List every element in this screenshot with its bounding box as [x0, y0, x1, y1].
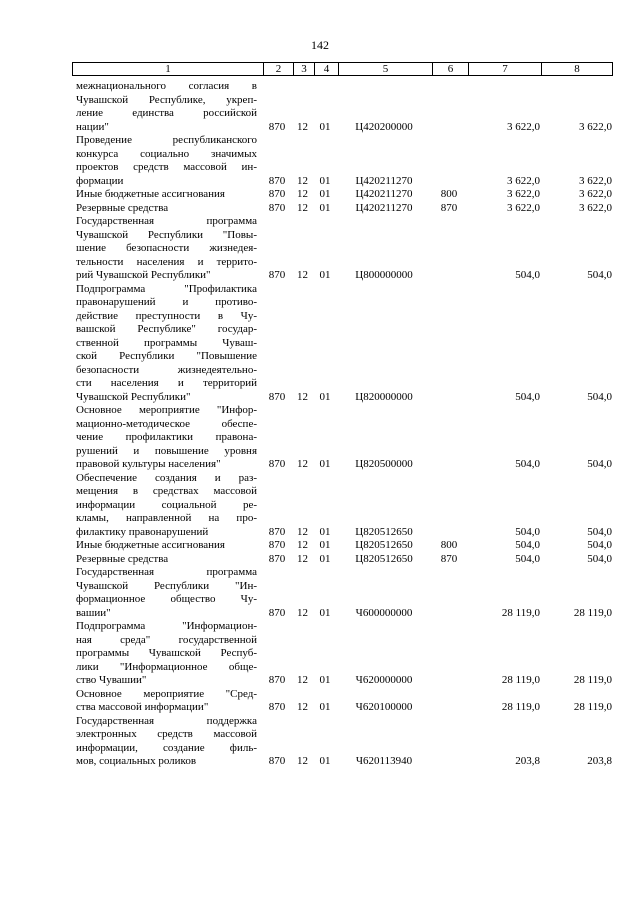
- description-line: мационно-методическое обеспе-: [76, 417, 257, 430]
- cell-col-8: 3 622,0: [579, 120, 612, 133]
- page-number: 142: [311, 38, 329, 52]
- cell-col-5: Ц820512650: [355, 525, 413, 538]
- row-description: [76, 566, 257, 620]
- description-line: Основное мероприятие "Сред-: [76, 687, 257, 700]
- header-col-4: 4: [314, 63, 338, 75]
- cell-col-8: 203,8: [587, 755, 612, 767]
- cell-col-2: 870: [268, 174, 286, 187]
- cell-col-8: 504,0: [587, 552, 612, 565]
- description-line: действие преступности в Чу-: [76, 309, 257, 322]
- cell-col-4: 01: [319, 458, 331, 470]
- description-line: формации: [76, 174, 124, 187]
- cell-col-4: 01: [319, 525, 331, 538]
- description-line: Основное мероприятие "Инфор-: [76, 404, 257, 416]
- description-line: ство Чувашии": [76, 674, 147, 686]
- cell-col-5: Ч620100000: [355, 701, 413, 713]
- cell-col-8: 28 119,0: [573, 606, 612, 619]
- row-description: [76, 715, 257, 769]
- description-line: Иные бюджетные ассигнования: [76, 188, 225, 200]
- row-description: [76, 539, 257, 553]
- cell-col-7: 504,0: [515, 269, 540, 281]
- cell-col-3: 12: [297, 525, 308, 538]
- cell-col-7: 504,0: [515, 390, 540, 403]
- description-line: вашии": [76, 606, 111, 619]
- cell-col-7: 3 622,0: [507, 188, 540, 200]
- cell-col-5: Ч620113940: [355, 755, 413, 767]
- cell-col-7: 3 622,0: [507, 174, 540, 187]
- cell-col-4: 01: [319, 539, 331, 551]
- row-description: [76, 553, 257, 567]
- cell-col-6: 800: [440, 539, 458, 551]
- description-line: информации социальной ре-: [76, 498, 257, 511]
- header-col-3: 3: [293, 63, 314, 75]
- description-line: Обеспечение создания и раз-: [76, 471, 257, 484]
- description-line: чение профилактики правона-: [76, 431, 257, 443]
- row-description: [76, 202, 257, 216]
- cell-col-2: 870: [268, 390, 286, 403]
- row-description: [76, 215, 257, 283]
- description-line: филактику правонарушений: [76, 525, 209, 538]
- table-row: [0, 188, 640, 202]
- cell-col-3: 12: [297, 674, 308, 686]
- description-line: межнационального согласия в: [76, 80, 257, 92]
- description-line: ственной программы Чуваш-: [76, 336, 257, 349]
- description-line: ской Республики "Повышение: [76, 350, 257, 362]
- table-row: [0, 283, 640, 405]
- description-line: электронных средств массовой: [76, 728, 257, 740]
- cell-col-2: 870: [268, 201, 286, 214]
- cell-col-4: 01: [319, 755, 331, 767]
- cell-col-8: 3 622,0: [579, 174, 612, 187]
- cell-col-8: 28 119,0: [573, 674, 612, 686]
- cell-col-8: 504,0: [587, 269, 612, 281]
- description-line: вашской Республике" государ-: [76, 323, 257, 335]
- description-line: Резервные средства: [76, 201, 169, 214]
- cell-col-4: 01: [319, 269, 331, 281]
- table-row: [0, 404, 640, 472]
- description-line: Подпрограмма "Информацион-: [76, 620, 257, 632]
- cell-col-7: 28 119,0: [501, 606, 540, 619]
- description-line: Чувашской Республики "Повы-: [76, 228, 257, 241]
- description-line: рушений и повышение уровня: [76, 444, 257, 457]
- header-col-1: 1: [165, 63, 171, 75]
- cell-col-7: 504,0: [515, 458, 540, 470]
- row-description: [76, 283, 257, 405]
- cell-col-7: 3 622,0: [507, 201, 540, 214]
- cell-col-5: Ц420211270: [355, 188, 413, 200]
- cell-col-3: 12: [297, 552, 308, 565]
- cell-col-2: 870: [268, 120, 286, 133]
- description-line: ства массовой информации": [76, 701, 209, 713]
- row-description: [76, 472, 257, 540]
- cell-col-7: 3 622,0: [507, 120, 540, 133]
- cell-col-4: 01: [319, 606, 331, 619]
- cell-col-4: 01: [319, 552, 331, 565]
- cell-col-5: Ц820512650: [355, 539, 413, 551]
- cell-col-3: 12: [297, 120, 308, 133]
- cell-col-8: 28 119,0: [573, 701, 612, 713]
- cell-col-4: 01: [319, 674, 331, 686]
- table-row: [0, 80, 640, 134]
- cell-col-2: 870: [268, 606, 286, 619]
- cell-col-2: 870: [268, 674, 286, 686]
- row-description: [76, 404, 257, 472]
- description-line: мов, социальных роликов: [76, 755, 197, 767]
- cell-col-5: Ц800000000: [355, 269, 413, 281]
- description-line: Государственная поддержка: [76, 714, 257, 727]
- header-col-5: 5: [338, 63, 432, 75]
- cell-col-8: 3 622,0: [579, 201, 612, 214]
- description-line: нации": [76, 120, 109, 133]
- table-row: [0, 688, 640, 715]
- table-header-row: [72, 62, 613, 76]
- cell-col-3: 12: [297, 188, 308, 200]
- description-line: ление единства российской: [76, 107, 257, 119]
- row-description: [76, 134, 257, 188]
- header-col-6: 6: [432, 63, 468, 75]
- cell-col-4: 01: [319, 201, 331, 214]
- table-row: [0, 715, 640, 769]
- cell-col-3: 12: [297, 701, 308, 713]
- description-line: тельности населения и террито-: [76, 255, 257, 268]
- description-line: Чувашской Республики": [76, 390, 191, 403]
- header-col-2: 2: [263, 63, 293, 75]
- row-description: [76, 188, 257, 202]
- cell-col-8: 504,0: [587, 539, 612, 551]
- description-line: мещения в средствах массовой: [76, 485, 257, 497]
- cell-col-4: 01: [319, 701, 331, 713]
- description-line: кламы, направленной на про-: [76, 512, 257, 524]
- table-row: [0, 202, 640, 216]
- cell-col-4: 01: [319, 174, 331, 187]
- cell-col-2: 870: [268, 701, 286, 713]
- description-line: Чувашской Республике, укреп-: [76, 93, 257, 106]
- table-row: [0, 620, 640, 688]
- cell-col-7: 28 119,0: [501, 701, 540, 713]
- cell-col-6: 870: [440, 552, 458, 565]
- cell-col-5: Ц420211270: [355, 201, 413, 214]
- cell-col-8: 504,0: [587, 458, 612, 470]
- cell-col-3: 12: [297, 390, 308, 403]
- cell-col-5: Ч600000000: [355, 606, 413, 619]
- description-line: Проведение республиканского: [76, 134, 257, 146]
- description-line: безопасности жизнедеятельно-: [76, 363, 257, 376]
- table-row: [0, 472, 640, 540]
- cell-col-2: 870: [268, 269, 286, 281]
- description-line: Подпрограмма "Профилактика: [76, 282, 257, 295]
- cell-col-2: 870: [268, 755, 286, 767]
- cell-col-3: 12: [297, 755, 308, 767]
- cell-col-8: 504,0: [587, 525, 612, 538]
- cell-col-2: 870: [268, 539, 286, 551]
- description-line: формационное общество Чу-: [76, 593, 257, 605]
- description-line: информации, создание филь-: [76, 741, 257, 754]
- cell-col-7: 504,0: [515, 552, 540, 565]
- row-description: [76, 80, 257, 134]
- cell-col-7: 504,0: [515, 525, 540, 538]
- description-line: рий Чувашской Республики": [76, 269, 211, 281]
- description-line: Иные бюджетные ассигнования: [76, 539, 225, 551]
- cell-col-3: 12: [297, 174, 308, 187]
- cell-col-8: 3 622,0: [579, 188, 612, 200]
- cell-col-3: 12: [297, 539, 308, 551]
- cell-col-4: 01: [319, 390, 331, 403]
- description-line: программы Чувашской Респуб-: [76, 647, 257, 659]
- cell-col-3: 12: [297, 269, 308, 281]
- cell-col-5: Ц820512650: [355, 552, 413, 565]
- cell-col-8: 504,0: [587, 390, 612, 403]
- header-col-8: 8: [541, 63, 612, 75]
- cell-col-7: 203,8: [515, 755, 540, 767]
- description-line: Государственная программа: [76, 566, 257, 578]
- description-line: правовой культуры населения": [76, 458, 221, 470]
- header-col-7: 7: [468, 63, 541, 75]
- cell-col-5: Ц820500000: [355, 458, 413, 470]
- cell-col-2: 870: [268, 458, 286, 470]
- description-line: сти населения и территорий: [76, 377, 257, 389]
- description-line: ная среда" государственной: [76, 633, 257, 646]
- table-row: [0, 566, 640, 620]
- cell-col-6: 800: [440, 188, 458, 200]
- cell-col-4: 01: [319, 188, 331, 200]
- cell-col-5: Ц420200000: [355, 120, 413, 133]
- description-line: шение безопасности жизнедея-: [76, 242, 257, 254]
- cell-col-2: 870: [268, 525, 286, 538]
- table-row: [0, 539, 640, 553]
- cell-col-3: 12: [297, 201, 308, 214]
- cell-col-5: Ч620000000: [355, 674, 413, 686]
- cell-col-6: 870: [440, 201, 458, 214]
- description-line: конкурса социально значимых: [76, 147, 257, 160]
- description-line: Государственная программа: [76, 215, 257, 227]
- cell-col-7: 504,0: [515, 539, 540, 551]
- description-line: проектов средств массовой ин-: [76, 161, 257, 173]
- table-row: [0, 553, 640, 567]
- cell-col-2: 870: [268, 552, 286, 565]
- row-description: [76, 688, 257, 715]
- description-line: Чувашской Республики "Ин-: [76, 579, 257, 592]
- cell-col-3: 12: [297, 458, 308, 470]
- cell-col-5: Ц820000000: [355, 390, 413, 403]
- description-line: Резервные средства: [76, 552, 169, 565]
- table-row: [0, 134, 640, 188]
- table-row: [0, 215, 640, 283]
- cell-col-4: 01: [319, 120, 331, 133]
- cell-col-2: 870: [268, 188, 286, 200]
- description-line: лики "Информационное обще-: [76, 660, 257, 673]
- cell-col-7: 28 119,0: [501, 674, 540, 686]
- cell-col-5: Ц420211270: [355, 174, 413, 187]
- cell-col-3: 12: [297, 606, 308, 619]
- row-description: [76, 620, 257, 688]
- description-line: правонарушений и противо-: [76, 296, 257, 308]
